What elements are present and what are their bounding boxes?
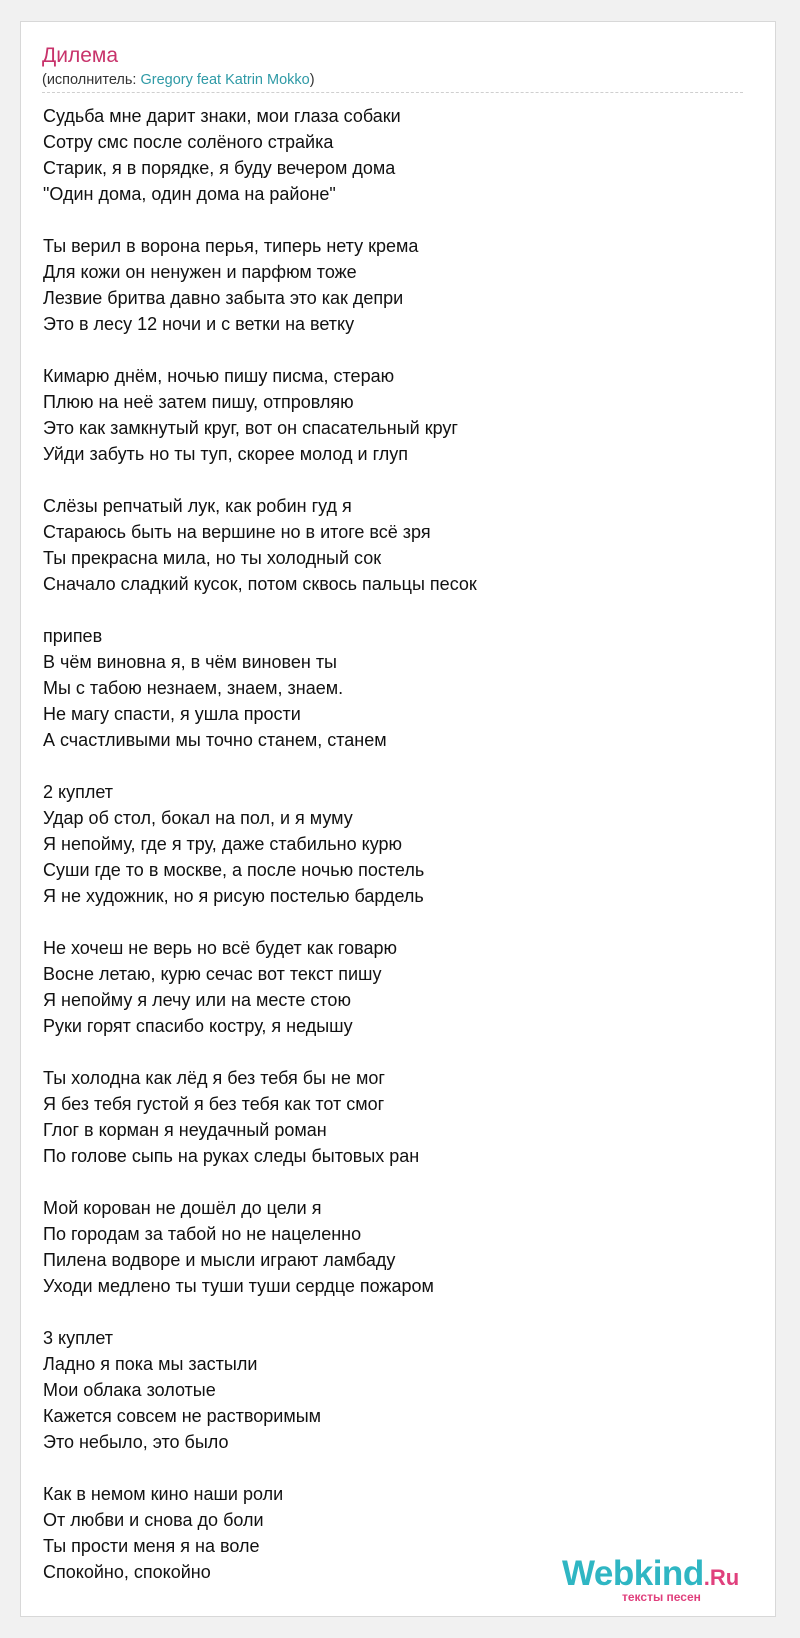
lyric-line: Это небыло, это было xyxy=(43,1432,229,1452)
lyrics-text xyxy=(43,103,477,1585)
lyric-line xyxy=(43,753,477,779)
lyric-line: Старик, я в порядке, я буду вечером дома xyxy=(43,158,396,178)
lyric-line: Я непойму я лечу или на месте стою xyxy=(43,990,351,1010)
lyric-line: Руки горят спасибо костру, я недышу xyxy=(43,1016,353,1036)
lyric-line: Кимарю днём, ночью пишу писма, стераю xyxy=(43,366,395,386)
artist-link[interactable]: Gregory feat Katrin Mokko xyxy=(140,72,310,88)
header-divider xyxy=(42,92,743,93)
lyric-line: В чём виновна я, в чём виновен ты xyxy=(43,652,337,672)
lyric-line: Суши где то в москве, а после ночью постель xyxy=(43,860,425,880)
lyric-line: Я без тебя густой я без тебя как тот смог xyxy=(43,1094,385,1114)
lyric-line: Сотру смс после солёного страйка xyxy=(43,132,334,152)
lyric-line xyxy=(43,337,477,363)
lyric-line: Слёзы репчатый лук, как робин гуд я xyxy=(43,496,352,516)
lyric-line xyxy=(43,909,477,935)
site-logo[interactable] xyxy=(562,1555,752,1611)
lyric-line: Стараюсь быть на вершине но в итоге всё зря xyxy=(43,522,431,542)
lyric-line xyxy=(43,207,477,233)
lyric-line: По городам за табой но не нацеленно xyxy=(43,1224,362,1244)
lyric-line: Лезвие бритва давно забыта это как депри xyxy=(43,288,404,308)
lyric-line: Ладно я пока мы застыли xyxy=(43,1354,258,1374)
lyric-line: Ты прости меня я на воле xyxy=(43,1536,260,1556)
lyric-line: Кажется совсем не растворимым xyxy=(43,1406,322,1426)
song-title: Дилема xyxy=(42,44,119,67)
lyric-line: Судьба мне дарит знаки, мои глаза собаки xyxy=(43,106,401,126)
lyric-line xyxy=(43,1455,477,1481)
lyric-line: От любви и снова до боли xyxy=(43,1510,264,1530)
lyric-line: Уйди забуть но ты туп, скорее молод и глуп xyxy=(43,444,408,464)
lyric-line: Ты верил в ворона перья, типерь нету крема xyxy=(43,236,419,256)
lyric-line: Удар об стол, бокал на пол, и я муму xyxy=(43,808,353,828)
lyric-line: Спокойно, спокойно xyxy=(43,1562,211,1582)
lyric-line xyxy=(43,1169,477,1195)
artist-line xyxy=(42,71,315,89)
lyric-line: А счастливыми мы точно станем, станем xyxy=(43,730,387,750)
artist-suffix: ) xyxy=(309,72,315,88)
lyric-line: припев xyxy=(43,626,103,646)
lyric-line: Глог в корман я неудачный роман xyxy=(43,1120,327,1140)
lyric-line: Не магу спасти, я ушла прости xyxy=(43,704,301,724)
lyric-line: Как в немом кино наши роли xyxy=(43,1484,284,1504)
lyric-line: 2 куплет xyxy=(43,782,113,802)
lyric-line: "Один дома, один дома на районе" xyxy=(43,184,336,204)
lyric-line: По голове сыпь на руках следы бытовых ран xyxy=(43,1146,420,1166)
logo-tagline: тексты песен xyxy=(622,1590,701,1604)
logo-tld: .Ru xyxy=(703,1565,740,1590)
lyric-line: Уходи медлено ты туши туши сердце пожаром xyxy=(43,1276,434,1296)
lyric-line: Это как замкнутый круг, вот он спасательный круг xyxy=(43,418,458,438)
lyric-line: Сначало сладкий кусок, потом сквось пальцы песок xyxy=(43,574,477,594)
lyric-line: Плюю на неё затем пишу, отпровляю xyxy=(43,392,354,412)
lyrics-card xyxy=(20,21,776,1617)
lyric-line: Восне летаю, курю сечас вот текст пишу xyxy=(43,964,382,984)
lyric-line: Пилена водворе и мысли играют ламбаду xyxy=(43,1250,396,1270)
lyric-line: Ты прекрасна мила, но ты холодный сок xyxy=(43,548,382,568)
lyric-line xyxy=(43,1039,477,1065)
lyric-line xyxy=(43,1299,477,1325)
lyric-line: Мой корован не дошёл до цели я xyxy=(43,1198,322,1218)
lyric-line: Не хочеш не верь но всё будет как говарю xyxy=(43,938,397,958)
lyric-line: Это в лесу 12 ночи и с ветки на ветку xyxy=(43,314,355,334)
lyric-line: 3 куплет xyxy=(43,1328,113,1348)
lyric-line: Я непойму, где я тру, даже стабильно курю xyxy=(43,834,403,854)
lyric-line xyxy=(43,467,477,493)
lyric-line xyxy=(43,597,477,623)
artist-prefix: (исполнитель: xyxy=(42,72,141,88)
lyric-line: Мы с табою незнаем, знаем, знаем. xyxy=(43,678,344,698)
logo-brand: Webkind xyxy=(562,1554,704,1593)
lyric-line: Я не художник, но я рисую постелью бардель xyxy=(43,886,424,906)
lyric-line: Ты холодна как лёд я без тебя бы не мог xyxy=(43,1068,385,1088)
lyric-line: Мои облака золотые xyxy=(43,1380,216,1400)
lyric-line: Для кожи он ненужен и парфюм тоже xyxy=(43,262,357,282)
